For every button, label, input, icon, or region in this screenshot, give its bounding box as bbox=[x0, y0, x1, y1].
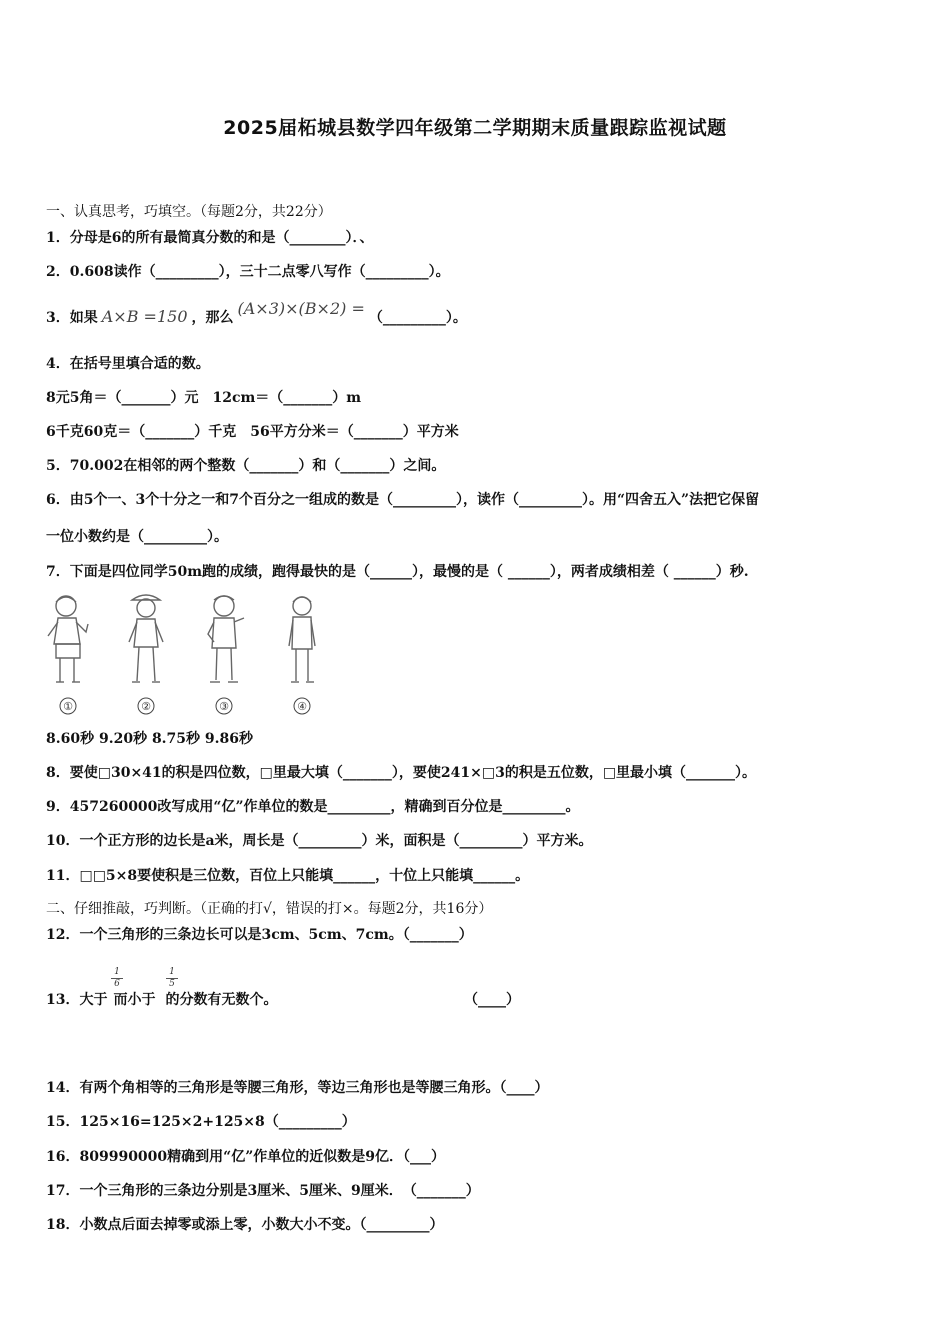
question-3-expression-1: A×B =150 bbox=[101, 307, 188, 326]
question-3 bbox=[46, 299, 467, 331]
question-16: 16．809990000精确到用“亿”作单位的近似数是9亿．（___） bbox=[46, 1149, 445, 1165]
figure-label-2: ② bbox=[141, 700, 151, 713]
boy-illustration-4 bbox=[280, 592, 326, 720]
question-2: 2．0.608读作（_________），三十二点零八写作（_________）。 bbox=[46, 264, 450, 280]
figure-label-1: ① bbox=[63, 700, 73, 713]
question-4-part-b: 6千克60克＝（_______）千克 56平方分米＝（_______）平方米 bbox=[46, 424, 459, 440]
boy-illustration-1 bbox=[46, 592, 92, 720]
fraction-2-denominator: 5 bbox=[169, 979, 175, 989]
question-15: 15．125×16=125×2+125×8（_________） bbox=[46, 1114, 356, 1130]
question-3-expression-2: (A×3)×(B×2) = bbox=[237, 299, 365, 318]
fraction-1-numerator: 1 bbox=[111, 967, 123, 979]
question-7: 7．下面是四位同学50m跑的成绩，跑得最快的是（______），最慢的是（ ______），两者成绩相差（ ______）秒. bbox=[46, 564, 749, 580]
runner-figures bbox=[46, 592, 336, 720]
question-13-blank: （____） bbox=[464, 992, 520, 1008]
question-13 bbox=[46, 990, 546, 1010]
question-4: 4．在括号里填合适的数。 bbox=[46, 356, 210, 372]
question-18: 18．小数点后面去掉零或添上零，小数大小不变。（_________） bbox=[46, 1217, 444, 1233]
fraction-one-fifth bbox=[166, 967, 178, 990]
figure-label-4: ④ bbox=[297, 700, 307, 713]
runner-figure-1 bbox=[46, 592, 92, 720]
question-6-line-2: 一位小数约是（_________）。 bbox=[46, 529, 228, 545]
section-heading-2: 二、仔细推敲，巧判断。（正确的打√，错误的打×。每题2分，共16分） bbox=[46, 901, 493, 917]
figure-label-3: ③ bbox=[219, 700, 229, 713]
question-3-blank: （_________）。 bbox=[368, 310, 467, 326]
question-13-part-c: 的分数有无数个。 bbox=[165, 992, 278, 1008]
fraction-2-numerator: 1 bbox=[166, 967, 178, 979]
boy-illustration-2 bbox=[124, 592, 170, 720]
question-9: 9．457260000改写成用“亿”作单位的数是_________，精确到百分位是_________。 bbox=[46, 799, 580, 815]
question-13-part-a: 13．大于 bbox=[46, 992, 108, 1008]
question-8: 8．要使□30×41的积是四位数，□里最大填（_______），要使241×□3的积是五位数，□里最小填（_______）。 bbox=[46, 765, 757, 781]
runner-figure-2 bbox=[124, 592, 170, 720]
question-5: 5．70.002在相邻的两个整数（_______）和（_______）之间。 bbox=[46, 458, 446, 474]
question-13-part-b: 而小于 bbox=[113, 992, 156, 1008]
question-3-prefix: 3．如果 bbox=[46, 310, 98, 326]
question-17: 17．一个三角形的三条边分别是3厘米、5厘米、9厘米． （_______） bbox=[46, 1183, 480, 1199]
fraction-one-sixth bbox=[111, 967, 123, 990]
question-12: 12．一个三角形的三条边长可以是3cm、5cm、7cm。（_______） bbox=[46, 927, 473, 943]
fraction-1-denominator: 6 bbox=[114, 979, 120, 989]
question-4-part-a: 8元5角＝（_______）元 12cm＝（_______）m bbox=[46, 390, 362, 406]
question-1: 1．分母是6的所有最简真分数的和是（________）．、 bbox=[46, 230, 374, 246]
question-3-mid: ，那么 bbox=[191, 310, 234, 326]
boy-illustration-3 bbox=[202, 592, 248, 720]
question-14: 14．有两个角相等的三角形是等腰三角形，等边三角形也是等腰三角形。（____） bbox=[46, 1080, 549, 1096]
question-10: 10．一个正方形的边长是a米，周长是（_________）米，面积是（_________）平方米。 bbox=[46, 833, 593, 849]
runner-figure-3 bbox=[202, 592, 248, 720]
question-7-times: 8.60秒 9.20秒 8.75秒 9.86秒 bbox=[46, 731, 254, 747]
runner-figure-4 bbox=[280, 592, 326, 720]
page-title: 2025届柘城县数学四年级第二学期期末质量跟踪监视试题 bbox=[223, 117, 727, 139]
question-6-line-1: 6．由5个一、3个十分之一和7个百分之一组成的数是（_________），读作（_________）。用“四舍五入”法把它保留 bbox=[46, 492, 760, 508]
question-11: 11．□□5×8要使积是三位数，百位上只能填______，十位上只能填______。 bbox=[46, 868, 530, 884]
section-heading-1: 一、认真思考，巧填空。（每题2分，共22分） bbox=[46, 204, 332, 220]
